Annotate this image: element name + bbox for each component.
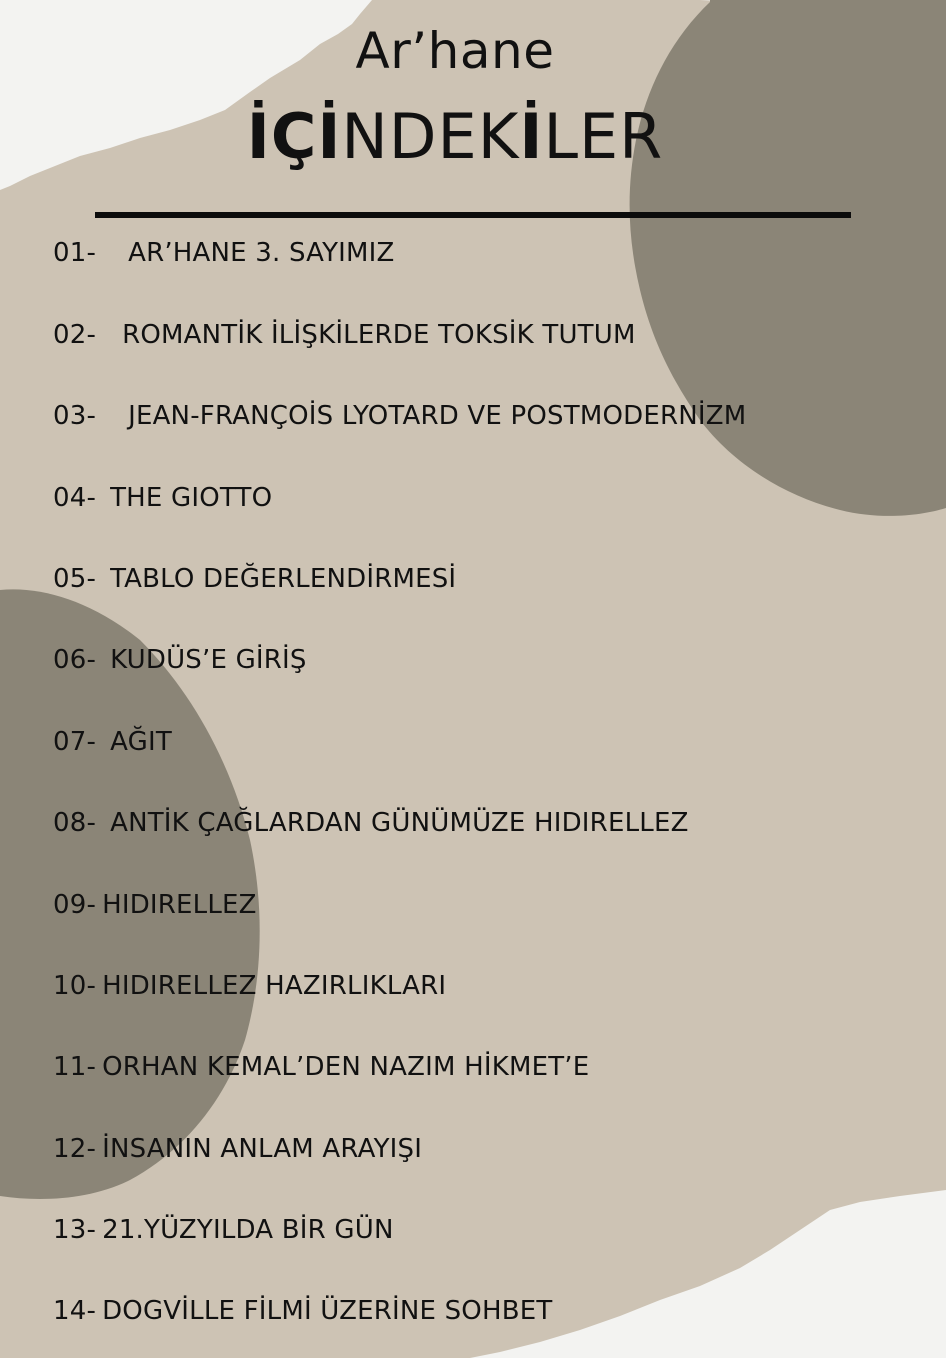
toc-item-title: DOGVİLLE FİLMİ ÜZERİNE SOHBET bbox=[102, 1296, 553, 1326]
toc-item[interactable] bbox=[53, 966, 446, 1006]
toc-heading-part: İ bbox=[246, 100, 271, 173]
toc-item-number: 02- bbox=[53, 320, 97, 350]
toc-item[interactable] bbox=[53, 233, 395, 273]
toc-heading-part: Ç bbox=[270, 100, 318, 173]
toc-item[interactable] bbox=[53, 1291, 552, 1331]
toc-item-number: 13- bbox=[53, 1215, 97, 1245]
toc-heading-part: NDEK bbox=[341, 100, 520, 173]
toc-item-number: 08- bbox=[53, 808, 97, 838]
toc-heading-part: İ bbox=[519, 100, 544, 173]
toc-item-title: 21.YÜZYILDA BİR GÜN bbox=[102, 1215, 394, 1245]
toc-item[interactable] bbox=[53, 478, 272, 518]
toc-item[interactable] bbox=[53, 640, 307, 680]
toc-item-title: ANTİK ÇAĞLARDAN GÜNÜMÜZE HIDIRELLEZ bbox=[110, 808, 689, 838]
toc-item-number: 04- bbox=[53, 483, 97, 513]
toc-item[interactable] bbox=[53, 1129, 422, 1169]
toc-item[interactable] bbox=[53, 315, 636, 355]
toc-item-title: ORHAN KEMAL’DEN NAZIM HİKMET’E bbox=[102, 1052, 590, 1082]
heading-divider bbox=[95, 212, 851, 218]
toc-item-title: THE GIOTTO bbox=[110, 483, 273, 513]
toc-item-title: KUDÜS’E GİRİŞ bbox=[110, 645, 307, 675]
toc-item-number: 07- bbox=[53, 727, 97, 757]
toc-item-title: AR’HANE 3. SAYIMIZ bbox=[128, 238, 395, 268]
toc-item[interactable] bbox=[53, 885, 257, 925]
toc-item-number: 12- bbox=[53, 1134, 97, 1164]
toc-heading-part: LER bbox=[543, 100, 664, 173]
toc-item-number: 14- bbox=[53, 1296, 97, 1326]
toc-item-title: HIDIRELLEZ bbox=[102, 890, 257, 920]
magazine-name: Ar’hane bbox=[355, 22, 555, 80]
toc-item-title: İNSANIN ANLAM ARAYIŞI bbox=[102, 1134, 423, 1164]
toc-item-number: 09- bbox=[53, 890, 97, 920]
toc-item-number: 01- bbox=[53, 238, 97, 268]
toc-item[interactable] bbox=[53, 1210, 394, 1250]
toc-heading-part: İ bbox=[317, 100, 342, 173]
toc-item-title: ROMANTİK İLİŞKİLERDE TOKSİK TUTUM bbox=[122, 320, 636, 350]
toc-item[interactable] bbox=[53, 396, 746, 436]
toc-item-number: 03- bbox=[53, 401, 97, 431]
toc-item-number: 11- bbox=[53, 1052, 97, 1082]
toc-item[interactable] bbox=[53, 803, 689, 843]
toc-item-title: AĞIT bbox=[110, 727, 172, 757]
toc-item-number: 10- bbox=[53, 971, 97, 1001]
toc-item[interactable] bbox=[53, 559, 456, 599]
toc-heading bbox=[0, 100, 910, 173]
toc-item-number: 06- bbox=[53, 645, 97, 675]
toc-item[interactable] bbox=[53, 1047, 589, 1087]
toc-item-number: 05- bbox=[53, 564, 97, 594]
toc-item-title: HIDIRELLEZ HAZIRLIKLARI bbox=[102, 971, 447, 1001]
toc-item-title: TABLO DEĞERLENDİRMESİ bbox=[110, 564, 457, 594]
toc-item-title: JEAN-FRANÇOİS LYOTARD VE POSTMODERNİZM bbox=[128, 401, 747, 431]
toc-item[interactable] bbox=[53, 722, 172, 762]
